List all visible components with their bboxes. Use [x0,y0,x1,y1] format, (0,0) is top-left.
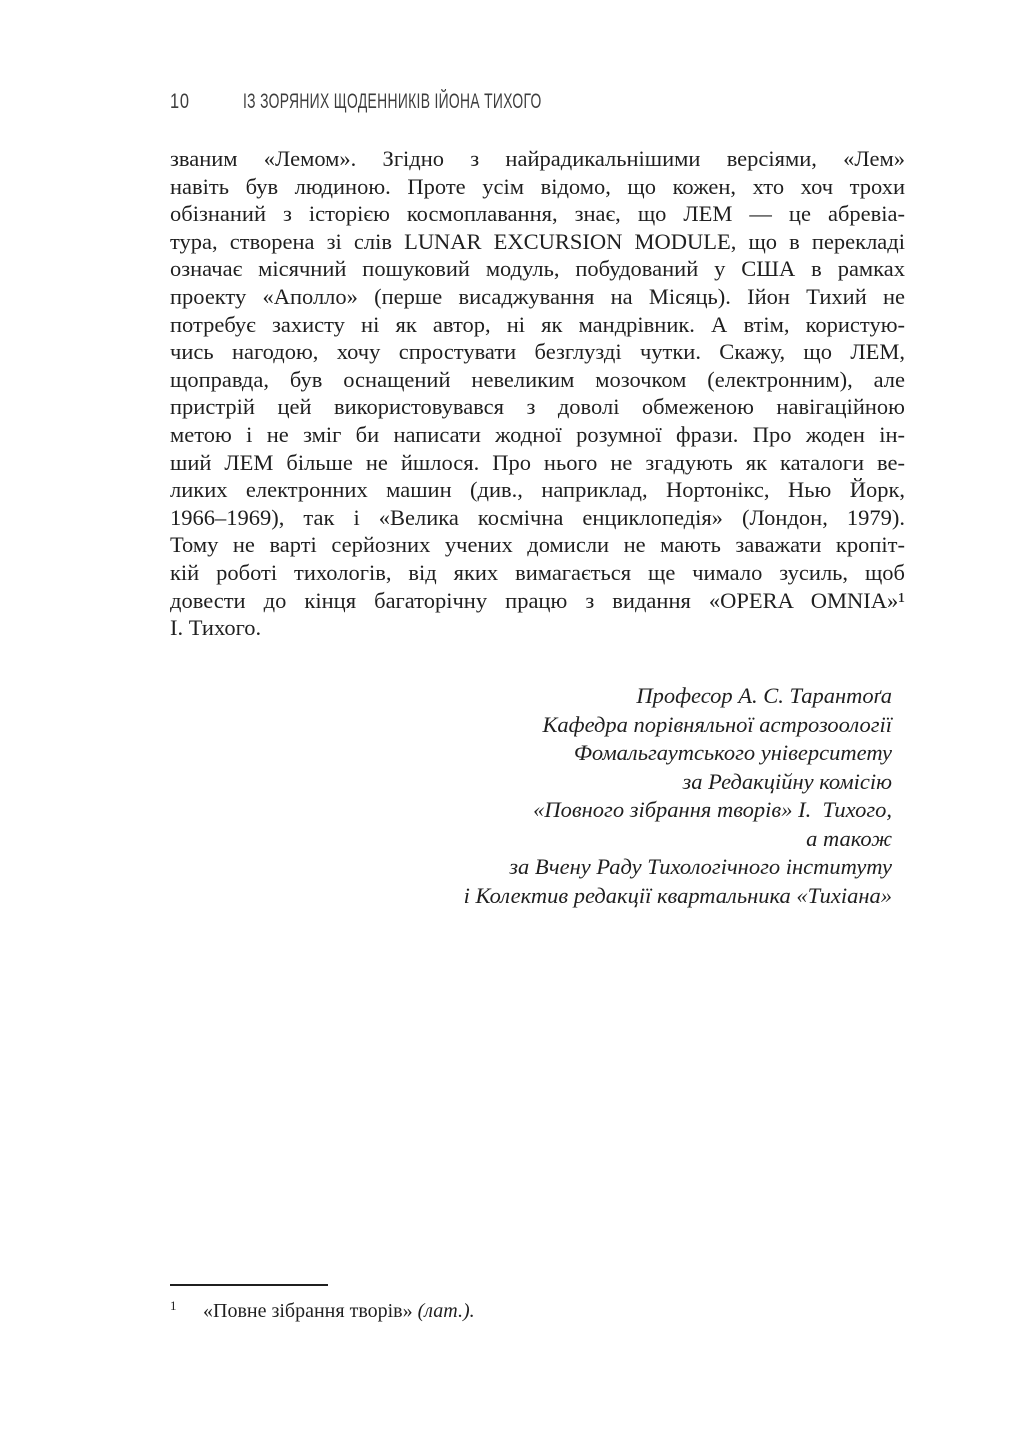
body-line: пристрій цей використовувався з доволі обмеженою навігаційною [170,394,905,420]
signature-line: Професор А. С. Тарантоґа [636,683,892,708]
footnote [170,1284,905,1324]
body-line: довести до кінця багаторічну працю з видання «OPERA OMNIA»¹ [170,587,905,613]
footnote-marker: 1 [170,1298,177,1313]
signature-line: Фомальгаутського університету [573,740,892,765]
body-line: чись нагодою, хочу спростувати безглузді чутки. Скажу, що ЛЕМ, [170,339,905,365]
body-line: означає місячний пошуковий модуль, побудований у США в рамках [170,256,905,282]
page-number: 10 [170,90,190,113]
footnote-language-note: (лат.). [417,1300,475,1322]
body-line: Тому не варті серйозних учених домисли не мають заважати кропіт- [170,532,905,558]
body-line: проекту «Аполло» (перше висаджування на Місяць). Ійон Тихий не [170,283,905,309]
body-line: потребує захисту ні як автор, ні як мандрівник. А втім, користую- [170,311,905,337]
body-line: навіть був людиною. Проте усім відомо, що кожен, хто хоч трохи [170,173,905,199]
running-head-title: ІЗ ЗОРЯНИХ ЩОДЕННИКІВ ІЙОНА ТИХОГО [243,90,542,113]
signature-block [170,682,905,910]
body-line: ший ЛЕМ більше не йшлося. Про нього не згадують як каталоги ве- [170,449,905,475]
body-line: ликих електронних машин (див., наприклад, Нортонікс, Нью Йорк, [170,477,905,503]
body-line: званим «Лемом». Згідно з найрадикальнішими версіями, «Лем» [170,146,905,171]
signature-line: «Повного зібрання творів» І. Тихого, [533,797,892,822]
signature-line: а також [806,825,892,851]
signature-line: за Редакційну комісію [682,768,892,794]
body-paragraph [170,145,905,642]
body-line: щоправда, був оснащений невеликим мозочком (електронним), але [170,366,905,392]
running-header [170,91,915,115]
body-line: кій роботі тихологів, від яких вимагається ще чимало зусиль, щоб [170,559,905,585]
signature-line: за Вчену Раду Тихологічного інституту [509,854,892,879]
signature-line: і Колектив редакції квартальника «Тихіана» [463,882,892,908]
footnote-rule [170,1284,328,1286]
body-line: метою і не зміг би написати жодної розумної фрази. Про жоден ін- [170,421,905,447]
footnote-text: «Повне зібрання творів» [203,1300,418,1322]
signature-line: Кафедра порівняльної астрозоології [542,711,892,737]
body-line: обізнаний з історією космоплавання, знає, що ЛЕМ — це абревіа- [170,201,905,227]
body-line: тура, створена зі слів LUNAR EXCURSION MODULE, що в перекладі [170,228,905,254]
body-line: 1966–1969), так і «Велика космічна енциклопедія» (Лондон, 1979). [170,504,905,530]
body-line: І. Тихого. [170,615,262,641]
footnote-line [170,1293,905,1324]
